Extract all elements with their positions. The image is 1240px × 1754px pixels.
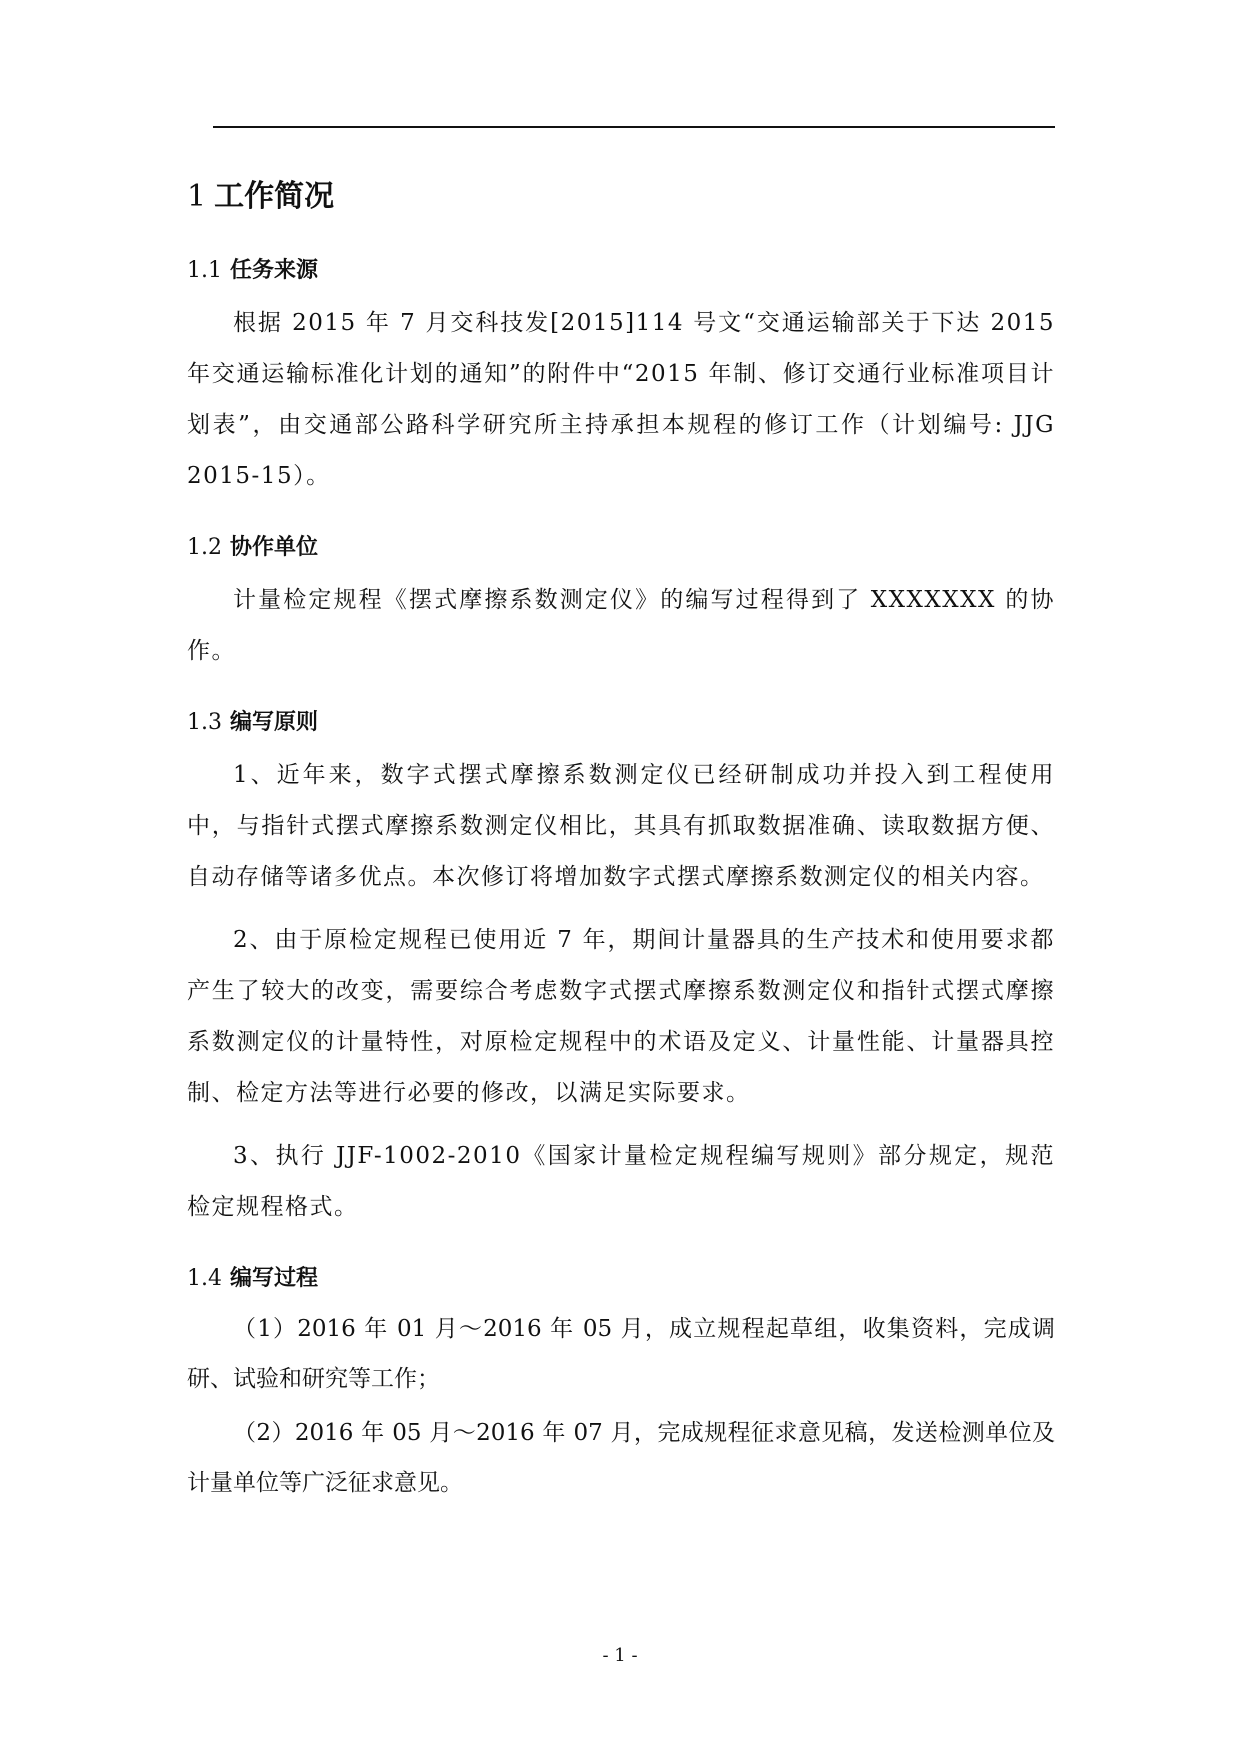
subsection-title: 协作单位 bbox=[230, 534, 319, 560]
section-number: 1 bbox=[187, 179, 207, 214]
section-title: 工作简况 bbox=[214, 179, 335, 214]
subsection-heading bbox=[187, 527, 1055, 567]
subsection-number: 1.2 bbox=[187, 535, 222, 560]
document-body bbox=[187, 172, 1055, 1508]
subsection-title: 任务来源 bbox=[230, 257, 319, 283]
header-rule bbox=[213, 126, 1055, 128]
subsection-heading bbox=[187, 702, 1055, 742]
paragraph: （2）2016 年 05 月～2016 年 07 月，完成规程征求意见稿，发送检测单位及计量单位等广泛征求意见。 bbox=[187, 1420, 1055, 1496]
subsection-heading bbox=[187, 1258, 1055, 1298]
subsection-number: 1.4 bbox=[187, 1266, 222, 1291]
paragraph: 计量检定规程《摆式摩擦系数测定仪》的编写过程得到了 XXXXXXX 的协作。 bbox=[187, 587, 1055, 664]
subsection-title: 编写过程 bbox=[230, 1265, 319, 1291]
subsection-heading bbox=[187, 250, 1055, 290]
paragraph: 2、由于原检定规程已使用近 7 年，期间计量器具的生产技术和使用要求都产生了较大的改变，需要综合考虑数字式摆式摩擦系数测定仪和指针式摆式摩擦系数测定仪的计量特性，对原检定规程中的术语及定义、计量性能、计量器具控制、检定方法等进行必要的修改，以满足实际要求。 bbox=[187, 927, 1055, 1106]
subsection-number: 1.3 bbox=[187, 710, 222, 735]
paragraph: 1、近年来，数字式摆式摩擦系数测定仪已经研制成功并投入到工程使用中，与指针式摆式摩擦系数测定仪相比，其具有抓取数据准确、读取数据方便、自动存储等诸多优点。本次修订将增加数字式摆式摩擦系数测定仪的相关内容。 bbox=[187, 762, 1055, 890]
paragraph: 根据 2015 年 7 月交科技发[2015]114 号文“交通运输部关于下达 2015 年交通运输标准化计划的通知”的附件中“2015 年制、修订交通行业标准项目计划表”，由交通部公路科学研究所主持承担本规程的修订工作（计划编号: JJG 2015-15）。 bbox=[187, 310, 1055, 489]
paragraph: 3、执行 JJF-1002-2010《国家计量检定规程编写规则》部分规定，规范检定规程格式。 bbox=[187, 1143, 1055, 1220]
paragraph: （1）2016 年 01 月～2016 年 05 月，成立规程起草组，收集资料，完成调研、试验和研究等工作； bbox=[187, 1316, 1055, 1392]
section-heading bbox=[187, 172, 1055, 222]
page-number: - 1 - bbox=[602, 1645, 638, 1666]
subsection-number: 1.1 bbox=[187, 258, 222, 283]
subsection-title: 编写原则 bbox=[230, 709, 319, 735]
